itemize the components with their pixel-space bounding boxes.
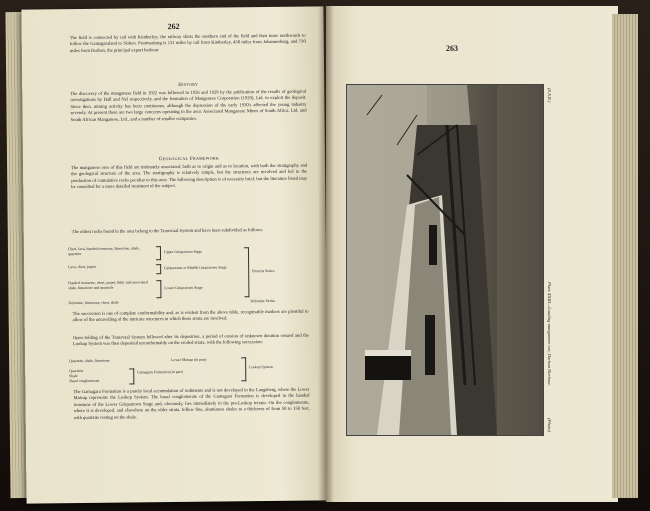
bracket — [156, 246, 161, 260]
table-row: Dolomite, limestone, chert, shale — [68, 300, 119, 306]
stage-label: Lower Griquatown Stage — [164, 285, 203, 291]
stage-label: Griquatown or Middle Griquatown Stage — [164, 265, 227, 271]
framework-heading: Geological Framework — [158, 156, 220, 163]
right-page-edges — [612, 14, 638, 498]
bracket — [241, 357, 246, 381]
open-folding-paragraph: Open folding of the Transvaal System followed after its deposition, a period of erosion of unknown duration ensued and the Lookup System was then deposited unconformably on the eroded strata, with the following succession: — [72, 332, 309, 347]
bracket — [156, 264, 161, 274]
plate-caption-text: Plate XXIII—Loading manganese ore, Durban Harbour. — [547, 282, 552, 386]
table-row: Basal conglomerate — [69, 378, 100, 384]
table-row: Chert, lava, banded ironstone, limestone, shale, quartzite — [67, 246, 140, 257]
table-row: Shale — [69, 374, 78, 379]
loskop-label: Gamagara Formation (in part) — [137, 369, 183, 375]
table-row: Quartzite — [69, 368, 84, 374]
system-label: Loskop System — [249, 364, 273, 370]
table-row: Lava, chert, jasper — [68, 264, 97, 270]
table-row: Banded ironstone, chert, jasper, lithic and associated shale, limestone and quartzite — [68, 280, 148, 291]
left-page-number: 262 — [167, 21, 180, 32]
history-paragraph: The discovery of the manganese field in 1922 was followed in 1926 and 1929 by the publication of the results of geological investigations by Hall and Nel respectively, and the formation of Manganese Corporation (1929), Ltd. to exploit the deposit. Since then, mining activity has been continuous, although the depression of the early 1930's affected the young industry severely. At present there are two large concerns operating in the area: Associated Manganese Mines of South Africa, Ltd. and South African Manganese, Ltd., and a number of smaller companies. — [70, 88, 307, 122]
left-page — [21, 6, 328, 503]
harbour-photograph-drawing — [347, 85, 543, 435]
plate-label-text: (Photo) — [547, 418, 552, 433]
succession-paragraph: The succession is one of complete conformability and, as is evident from the above table, recognisable markers are plentiful to allow of the unravelling of the intricate structures in which these strata are involved. — [72, 308, 309, 323]
history-heading: History — [178, 82, 199, 88]
framework-paragraph: The manganese ores of this field are intimately associated, both as to origin and as to location, with both the stratigraphy and the geological structure of the area. The stratigraphy is relatively simple, but the structures are involved and led to the production of cumulative rocks peculiar to this area. The following description is of necessity brief, but the literature listed may be consulted for a more detailed treatment of the subject. — [71, 162, 308, 190]
plate-credit-text: (S.A.R.) — [547, 88, 552, 103]
bracket — [244, 247, 250, 297]
stage-label: Upper Griquatown Stage — [163, 249, 202, 255]
bracket — [129, 368, 134, 384]
book-gutter — [318, 6, 334, 502]
gamagara-paragraph: The Gamagara Formation is a purely local accumulation of sediments and is not developed in the Langeberg, where the Lower Matsap represents the Loskop System. The basal conglomerate of the Gamagara Formation is developed in the banded ironstone of the Lower Griquatown Stage and, obviously, lies immediately in the pre-Loskop terrain. On the conglomerate, where it is developed, and elsewhere on the older strata, follow fine, aluminous shales to a thickness of from 50 to 150 feet, with quartzite resting on the shale. — [73, 386, 310, 420]
bracket — [156, 280, 161, 298]
intro-paragraph: The field is connected by rail with Kimberley; the railway skirts the southern end of the field and then turns northwards to follow the Gamagaraland to Sishen. Postmasburg is 131 miles by rail from Kimberley, 438 miles from Johannesburg, and 730 miles from Durban, the principal export harbour. — [69, 32, 306, 53]
right-page-number: 263 — [446, 44, 458, 53]
loskop-label: Lower Matsap (in part) — [171, 357, 207, 363]
harbour-photograph — [346, 84, 544, 436]
oldest-rocks-paragraph: The oldest rocks found in the area belong to the Transvaal System and have been subdivided as follows: — [71, 227, 264, 235]
table-row: Quartzite, shale, limestone — [69, 358, 110, 364]
series-label: Pretoria Series — [252, 268, 275, 274]
series-label: Dolomite Series — [250, 298, 276, 304]
